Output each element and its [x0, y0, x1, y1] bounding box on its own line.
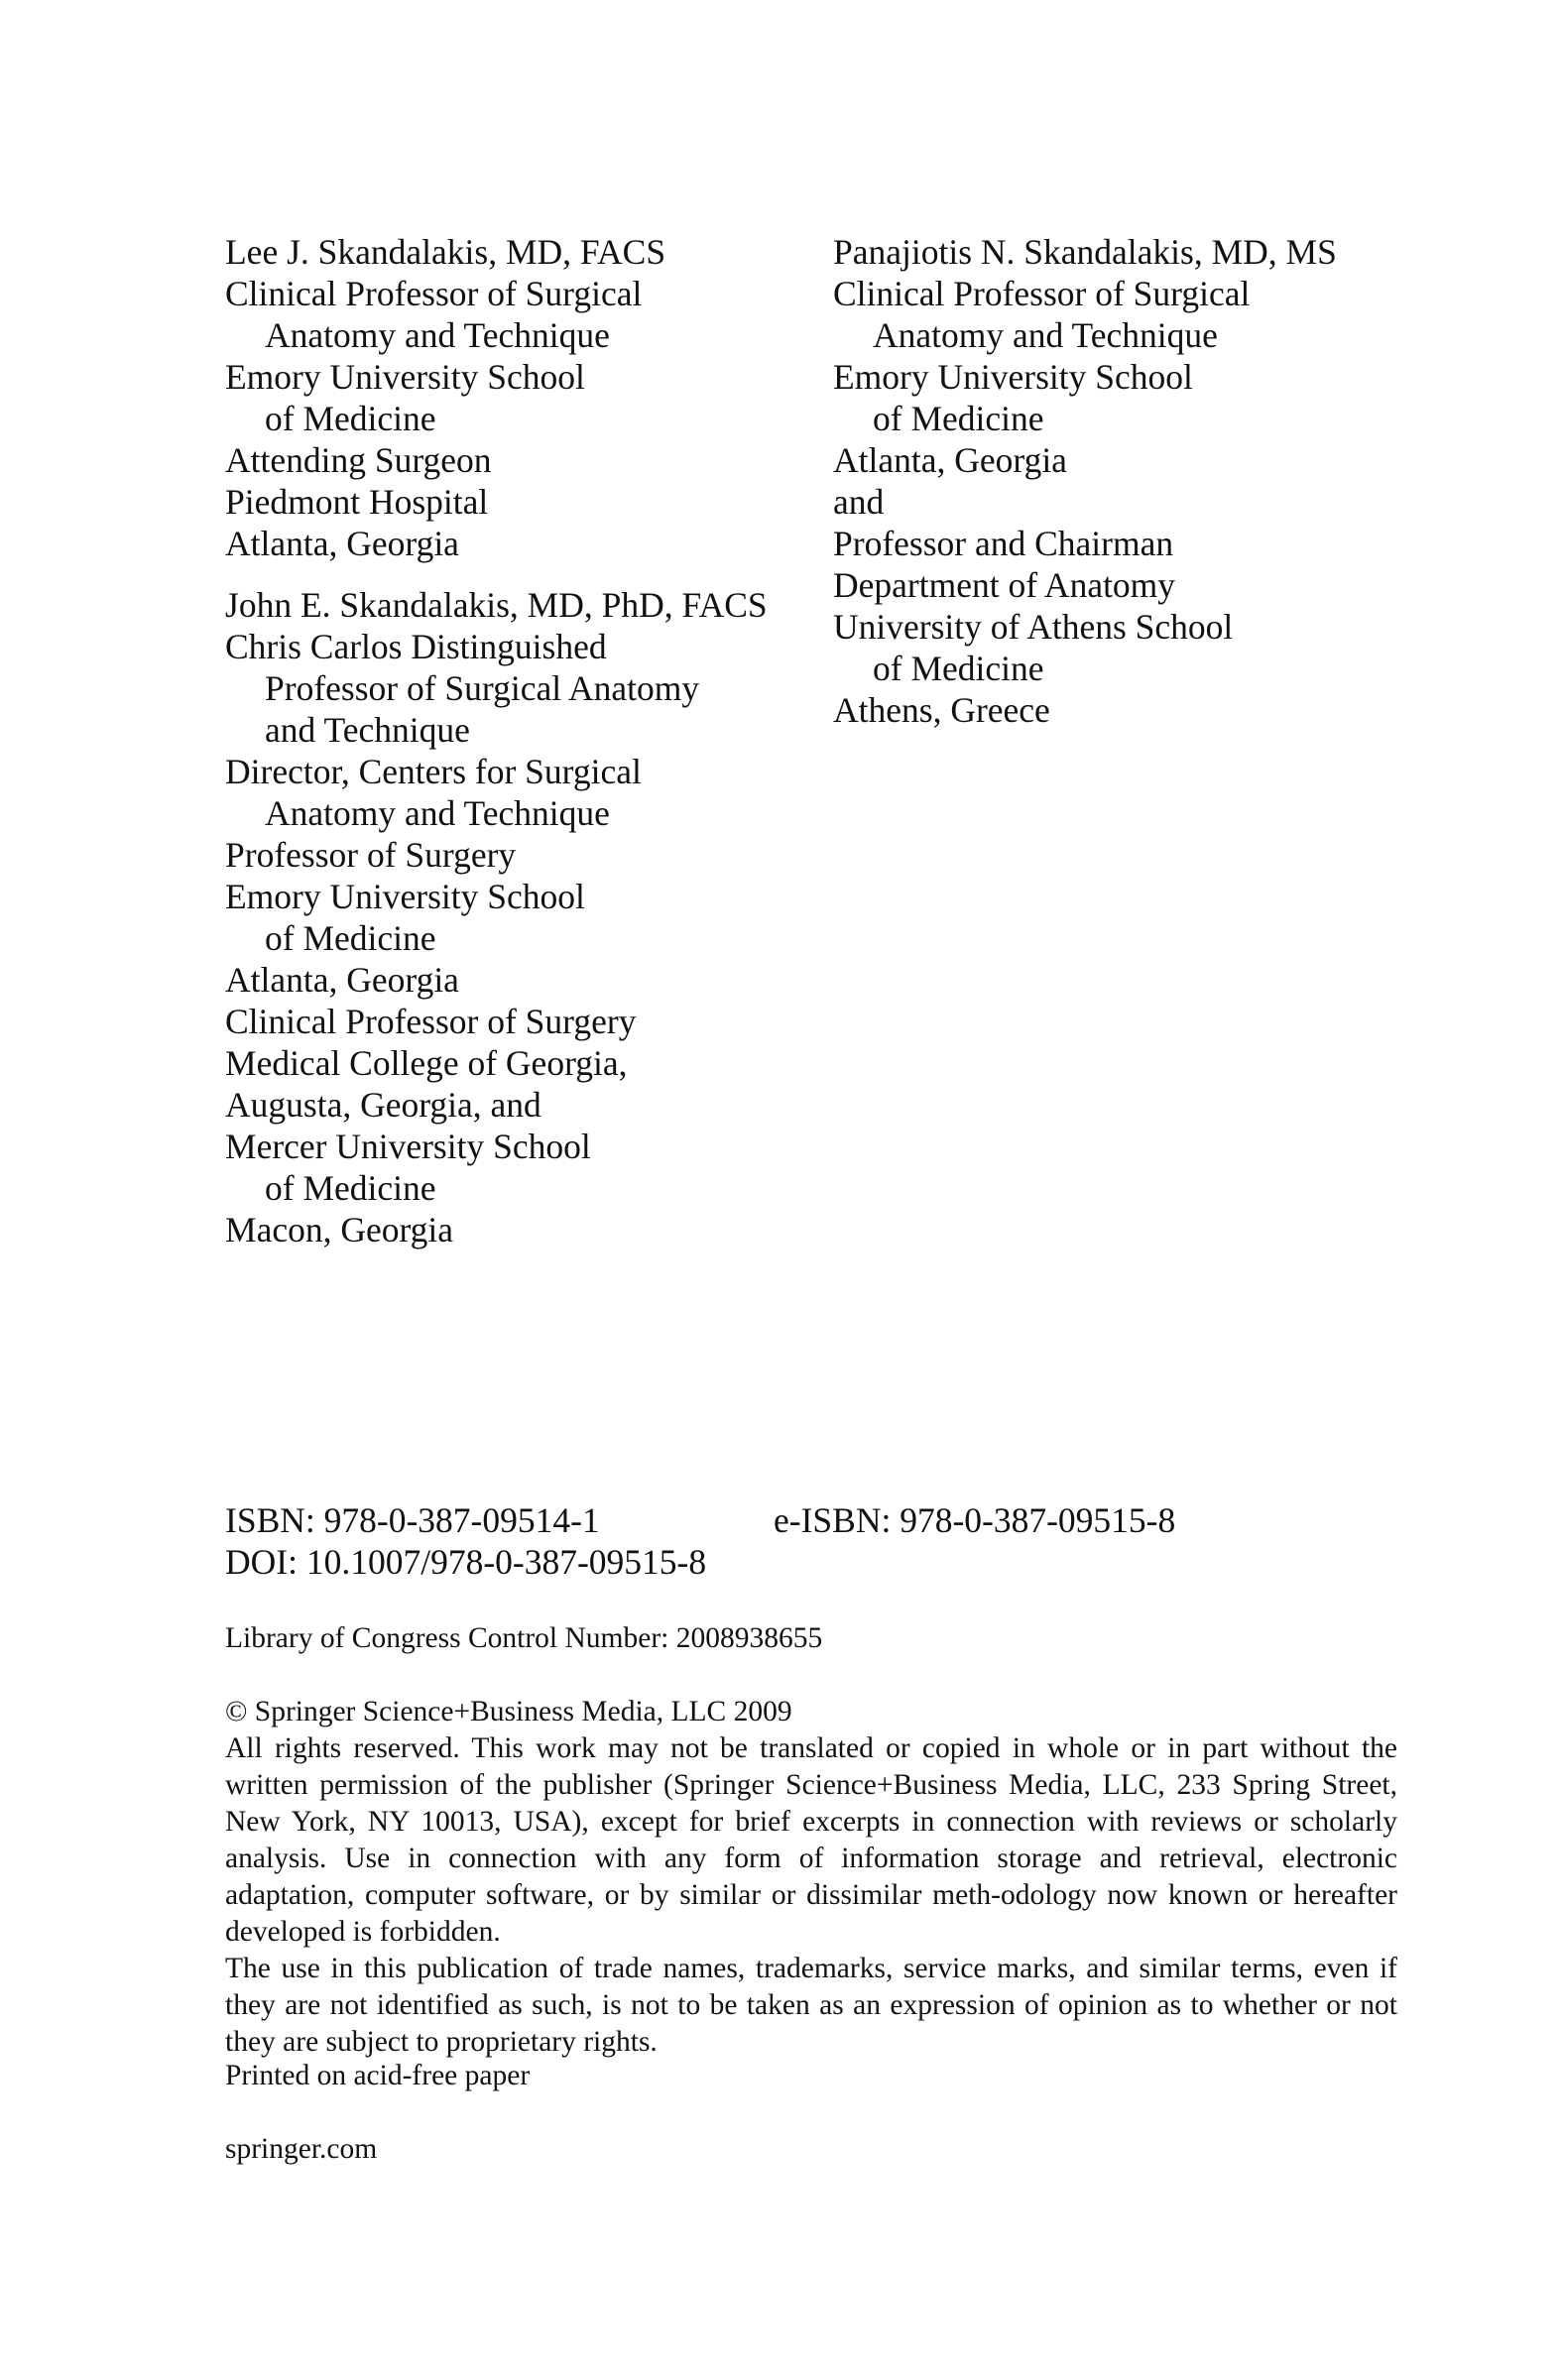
author-block	[833, 231, 1448, 731]
website: springer.com	[225, 2133, 378, 2165]
author-affiliation-line: Atlanta, Georgia	[225, 960, 459, 1000]
author-affiliation-line: and Technique	[265, 710, 470, 750]
copyright-line: © Springer Science+Business Media, LLC 2009	[225, 1696, 792, 1727]
e-isbn: e-ISBN: 978-0-387-09515-8	[774, 1500, 1176, 1540]
author-affiliation-line: Medical College of Georgia,	[225, 1043, 628, 1083]
author-affiliation-line: Director, Centers for Surgical	[225, 752, 642, 791]
author-block	[225, 231, 820, 564]
author-affiliation-line: of Medicine	[873, 649, 1044, 688]
author-affiliation-line: Emory University School	[225, 357, 585, 397]
author-affiliation-line: and	[833, 482, 885, 522]
author-affiliation-line: Emory University School	[833, 357, 1193, 397]
author-block-gap	[225, 564, 820, 584]
author-name: John E. Skandalakis, MD, PhD, FACS	[225, 585, 768, 625]
author-affiliation-line: Atlanta, Georgia	[833, 440, 1067, 480]
authors-left-column	[225, 231, 820, 1250]
author-affiliation-line: Clinical Professor of Surgical	[833, 274, 1251, 313]
rights-paragraph: All rights reserved. This work may not be translated or copied in whole or in part without the written permission of the publisher (Springer Science+Business Media, LLC, 233 Spring Street, New York, NY 10013, USA), except for brief excerpts in connection with reviews or scholarly analysis. Use in connection with any form of information storage and retrieval, electronic adaptation, computer software, or by similar or dissimilar meth-odology now known or hereafter developed is forbidden.	[225, 1732, 1397, 1948]
author-affiliation-line: Professor of Surgery	[225, 835, 517, 875]
author-affiliation-line: Emory University School	[225, 877, 585, 916]
author-affiliation-line: Atlanta, Georgia	[225, 524, 459, 563]
printed-on-paper: Printed on acid-free paper	[225, 2060, 531, 2091]
author-affiliation-line: Anatomy and Technique	[265, 315, 610, 355]
author-affiliation-line: of Medicine	[265, 399, 436, 438]
author-affiliation-line: Anatomy and Technique	[265, 793, 610, 833]
author-affiliation-line: of Medicine	[265, 1168, 436, 1208]
author-affiliation-line: Macon, Georgia	[225, 1210, 454, 1250]
isbn: ISBN: 978-0-387-09514-1	[225, 1500, 600, 1540]
author-name: Panajiotis N. Skandalakis, MD, MS	[833, 232, 1337, 272]
author-name: Lee J. Skandalakis, MD, FACS	[225, 232, 666, 272]
authors-right-column	[833, 231, 1448, 731]
author-affiliation-line: Mercer University School	[225, 1127, 591, 1166]
author-affiliation-line: Anatomy and Technique	[873, 315, 1218, 355]
author-block	[225, 584, 820, 1250]
author-affiliation-line: Professor of Surgical Anatomy	[265, 668, 700, 708]
author-affiliation-line: University of Athens School	[833, 607, 1234, 647]
author-affiliation-line: Clinical Professor of Surgery	[225, 1002, 637, 1041]
copyright-block	[225, 1694, 1397, 2061]
trademarks-paragraph: The use in this publication of trade names, trademarks, service marks, and similar terms, even if they are not identified as such, is not to be taken as an expression of opinion as to whether or not they are subject to proprietary rights.	[225, 1953, 1397, 2058]
author-affiliation-line: Clinical Professor of Surgical	[225, 274, 643, 313]
lccn: Library of Congress Control Number: 2008938655	[225, 1622, 823, 1654]
author-affiliation-line: Attending Surgeon	[225, 440, 492, 480]
author-affiliation-line: Chris Carlos Distinguished	[225, 627, 607, 666]
author-affiliation-line: of Medicine	[265, 918, 436, 958]
author-affiliation-line: of Medicine	[873, 399, 1044, 438]
doi: DOI: 10.1007/978-0-387-09515-8	[225, 1542, 707, 1582]
author-affiliation-line: Athens, Greece	[833, 690, 1050, 730]
author-affiliation-line: Department of Anatomy	[833, 565, 1176, 605]
identifiers-block	[225, 1499, 1395, 1583]
author-affiliation-line: Piedmont Hospital	[225, 482, 489, 522]
author-affiliation-line: Augusta, Georgia, and	[225, 1085, 541, 1125]
author-affiliation-line: Professor and Chairman	[833, 524, 1174, 563]
